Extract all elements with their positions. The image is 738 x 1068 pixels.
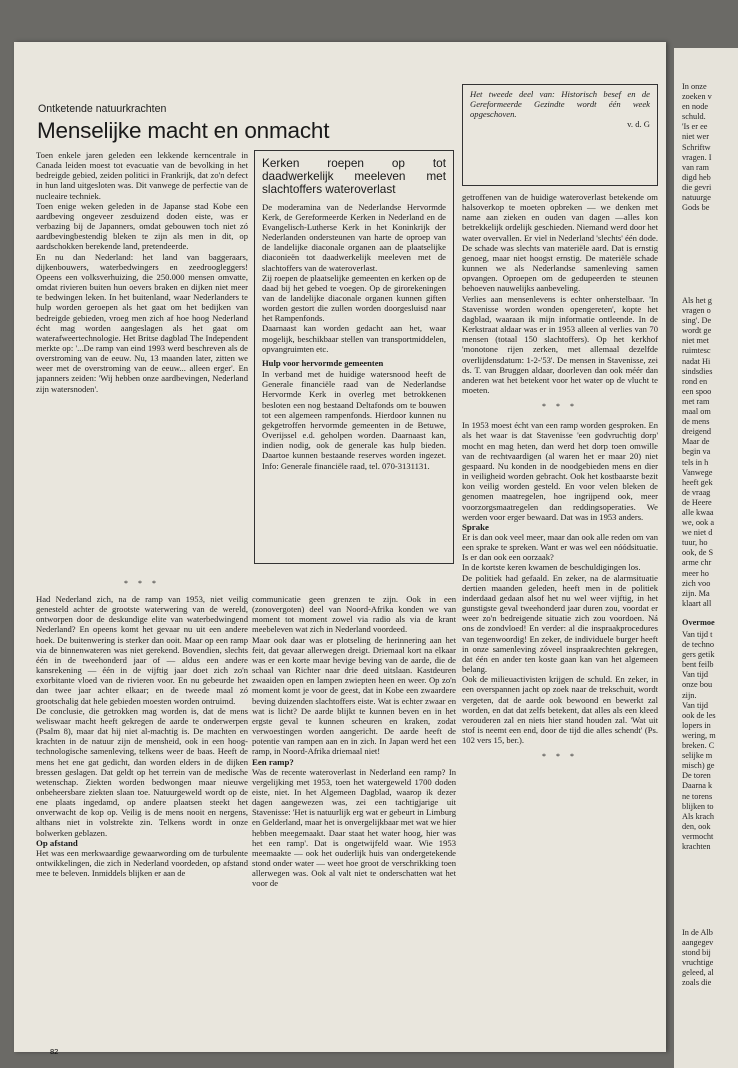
next-page-line: Van tijd <box>682 700 709 710</box>
next-page-line: de mens <box>682 417 710 427</box>
next-page-line: de vraag <box>682 487 711 497</box>
next-page-line: ne torens <box>682 791 713 801</box>
body-paragraph: De politiek had gefaald. En zeker, na de alarmsituatie dertien maanden geleden, heeft men in de politiek inderdaad gedaan alsof het nu wel weer vijftig, in het gunstigste geval tweehonderd jaar duren zou, voordat er weer zo'n bedreigende situatie zich zou voordoen. Ná ons de zondvloed! En verder: al die inspraakprocedures van tegenwoordig! En zeker, de individuele burger heeft in onze samenleving zóveel inspraakrechten gekregen, dat één en ander ten koste gaan kan van het algemeen belang. <box>462 572 658 675</box>
next-page-line: In de Alb <box>682 928 713 937</box>
next-page-line: klaart all <box>682 598 712 608</box>
next-page-line: Daarna k <box>682 781 713 791</box>
next-page-line: Gods be <box>682 203 710 213</box>
page-number: 82 <box>50 1047 59 1056</box>
body-paragraph: In de kortste keren kwamen de beschuldigingen los. <box>462 562 641 573</box>
next-page-line: en node <box>682 102 709 112</box>
next-page-line: de Heere <box>682 497 712 507</box>
next-page-block-c <box>682 630 716 852</box>
next-page-line: Van tijd t <box>682 630 713 639</box>
next-page-line: zich voo <box>682 578 711 588</box>
next-page-line: Schriftw <box>682 142 711 152</box>
next-page-line: vragen. I <box>682 152 712 162</box>
next-page-line: meer ho <box>682 568 709 578</box>
next-page-line: ook de les <box>682 710 716 720</box>
next-page-line: krachten <box>682 841 711 851</box>
next-page-line: onze bou <box>682 680 713 690</box>
box-title: Kerken roepen op tot daadwerkelijk meeleven met slachtoffers wateroverlast <box>262 156 446 197</box>
next-page-line: alle kwaa <box>682 507 714 517</box>
next-page-line: selijke m <box>682 751 713 761</box>
next-page-line: breken. C <box>682 741 715 751</box>
next-page-block-d <box>682 928 714 989</box>
next-page-line: digd heb <box>682 172 711 182</box>
next-page-line: wering, m <box>682 730 716 740</box>
next-page-line: rond en <box>682 376 708 386</box>
next-page-subheading: Overmoe <box>682 618 715 627</box>
next-page-line: misch) ge <box>682 761 715 771</box>
next-page-line: stond bij <box>682 948 711 958</box>
editor-note: Het tweede deel van: Historisch besef en de Gereformeerde Gezindte wordt één week opgeschoven. <box>470 89 650 120</box>
next-page-line: den, ook <box>682 821 711 831</box>
body-paragraph: getroffenen van de huidige wateroverlast betekende om halsoverkop te moeten opbreken — we denken met name aan zieken en ouden van dagen —alles kon betrekkelijk ordelijk geschieden. Niemand werd door het water overvallen. Er viel in Nederland 'slechts' één dode. De schade was slechts van materiële aard. Dat is ernstig genoeg, maar niet hoogst ernstig. De materiële schade kunnen we als Nederlandse samenleving samen opvangen. Oproepen om de gedupeerden te steunen behoeven nauwelijks aanbeveling. <box>462 192 658 294</box>
next-page-line: een spoo <box>682 386 712 396</box>
magazine-page <box>14 42 666 1056</box>
separator: * * * <box>542 402 578 412</box>
next-page-line: zoals die <box>682 978 712 988</box>
next-page-line: we niet d <box>682 528 713 538</box>
next-page-line: Als krach <box>682 811 715 821</box>
subheading-op-afstand: Op afstand <box>36 837 78 848</box>
body-paragraph: Ook de milieuactivisten krijgen de schuld. En zeker, in een overspannen jacht op zoek naar de trekschuit, wordt vergeten, dat de aarde ook bewoond en bewerkt zal worden, en dat dat zelfs betekent, dat alles als een kleed verouderen zal en niets hier stand houden zal. 'Wat uit stof is neemt een end, door de tijd die alles schendt' (Ps. 102 vers 15, ber.). <box>462 674 658 746</box>
next-page-line: niet met <box>682 336 709 346</box>
intro-paragraph: Toen enkele jaren geleden een lekkende kerncentrale in Canada leiden moest tot evacuatie van de bevolking in het bedreigde gebied, zeiden politici in Frankrijk, dat zo'n defect in hun land uitgesloten was. Dit vanwege de perfectie van de nucleaire techniek. <box>36 150 248 201</box>
next-page-line: Van tijd <box>682 670 709 680</box>
subheading-sprake: Sprake <box>462 521 489 532</box>
next-page-line: maal om <box>682 407 711 417</box>
next-page-line: vragen o <box>682 306 711 316</box>
next-page-line: vruchtige <box>682 958 714 968</box>
next-page-line: arme chr <box>682 558 712 568</box>
church-appeal-box <box>254 150 454 564</box>
section-label: Ontketende natuurkrachten <box>38 103 167 115</box>
body-paragraph: Had Nederland zich, na de ramp van 1953, niet veilig genesteld achter de grootste waterwering van de wereld, ontworpen door de deskundige elite van waterbedwingend Nederland? En opeens komt het gevaar nu uit een andere hoek. De buitenwering is sterker dan ooit. Maar op een ramp via de binnenwateren was niet gerekend. Bovendien, slechts één in de tweehonderd jaar of — aldus een andere kansrekening — één in de vijftig jaar doet zich zo'n exorbitante vloed van de rivieren voor. En nu gebeurde het dan twee jaar achter elkaar; en de tweede maal zó grootschalig dat hele gebieden moesten worden ontruimd. <box>36 594 248 706</box>
next-page-line: gers getik <box>682 650 715 660</box>
box-paragraph: De moderamina van de Nederlandse Hervormde Kerk, de Gereformeerde Kerken in Nederland en de Evangelisch-Lutherse Kerk in het Koninkrijk der Nederlanden ondersteunen van harte de oproep van de landelijke diaconale organen aan de plaatselijke diaconieën tot daadwerkelijk meeleven met de slachtoffers van de wateroverlast. <box>262 201 446 273</box>
next-page-line: lopers in <box>682 720 711 730</box>
next-page-line: tuur, ho <box>682 538 708 548</box>
bottom-left-column <box>36 594 248 1044</box>
next-page-line: niet wer <box>682 132 709 142</box>
next-page-line: aangegev <box>682 938 714 948</box>
box-paragraph: In verband met de huidige watersnood heeft de Generale financiële raad van de Nederlandse Hervormde Kerk in overleg met betrokkenen besloten een nog bestaand Deltafonds om te bouwen tot een algemeen rampenfonds. Hierdoor kunnen nu gekgetroffen hervormde gemeenten in de Betuwe, Overijssel e.d. geholpen worden. Daarnaast kan, indien nodig, ook de generale kas hulp bieden. Daartoe kunnen bestaande reserves worden ingezet. Info: Generale financiële raad, tel. 070-3131131. <box>262 369 446 471</box>
next-page-line: schuld. <box>682 112 706 122</box>
box-paragraph: Daarnaast kan worden gedacht aan het, waar mogelijk, beschikbaar stellen van transportmiddelen, opvangruimten etc. <box>262 323 446 354</box>
intro-paragraph: En nu dan Nederland: het land van baggeraars, dijkenbouwers, waterbedwingers en zeedroogleggers! Opeens een volksverhuizing, die 250.000 mensen omvatte, omdat rivieren buiten hun oevers braken en dijken niet meer te bedwingen leken. In het buitenland, waar Nederlanders te hulp worden geroepen als het gaat om het bedijken van bedreigde gebieden, vroeg men zich af hoe hoog Nederland écht mag worden aangeslagen als het gaat om waterafweertechnologie. Het Britse dagblad The Independent merkte op: '...De ramp van eind 1993 werd beschreven als de overstroming van de eeuw. Nu, 13 maanden later, zitten we weer met de overstroming van de eeuw... alleen erger'. En japanners zeiden: 'Wij hebben onze aardbevingen, Nederland zijn watersnoden'. <box>36 251 248 394</box>
next-page-line: met ram <box>682 396 710 406</box>
next-page-line: In onze <box>682 82 707 91</box>
next-page-line: wordt ge <box>682 326 712 336</box>
body-paragraph: Verlies aan mensenlevens is echter onherstelbaar. 'In Stavenisse worden wonden opengereten', kopte het dagblad, waaraan ik mijn informatie ontleende. In de Kerkstraat aldaar was er in 1953 alleen al verlies van 70 mensen (totaal 150 slachtoffers). Op het kerkhof 'monotone rijen zerken, met allemaal dezelfde overlijdensdatum: 1-2-'53'. De mensen in Stavenisse, zei ds. T. van Bruggen aldaar, doorleven dan ook méér dan anderen wat het betekent voor het water op de vlucht te moeten. <box>462 293 658 395</box>
next-page-line: vermocht <box>682 831 714 841</box>
separator: * * * <box>124 579 160 588</box>
next-page-edge <box>674 48 738 1068</box>
body-paragraph: communicatie geen grenzen te zijn. Ook in een (zonovergoten) deel van Noord-Afrika konden we van moment tot moment zowel via radio als via de krant meebeleven wat zich in Nederland voordeed. <box>252 594 456 635</box>
next-page-line: ook, de S <box>682 548 714 558</box>
middle-column <box>252 594 456 1044</box>
next-page-line: sing'. De <box>682 316 712 326</box>
next-page-line: dreigend <box>682 427 712 437</box>
next-page-line: blijken to <box>682 801 714 811</box>
next-page-block-b <box>682 296 714 609</box>
intro-column <box>36 150 248 568</box>
next-page-line: 'Is er ee <box>682 122 708 132</box>
next-page-line: zoeken v <box>682 92 712 102</box>
body-paragraph: Was de recente wateroverlast in Nederland een ramp? In vergelijking met 1953, toen het watergeweld 1700 doden eiste, niet. In het Algemeen Dagblad, waarop ik dezer dagen aangewezen was, zei een tachtigjarige uit Stavenisse: 'Het is natuurlijk erg wat er gebeurt in Limburg en Gelderland, maar het is onvergelijkbaar met wat we hier hebben meegemaakt. Daar staat het water hoog, hier was het een ramp'. Dat is ongetwijfeld waar. Wie 1953 meemaakte — ook het ouderlijk huis van ondergetekende stond onder water — weet hoe groot de verschrikking toen allerwegen was. Ook al valt niet te onderschatten wat het voor de <box>252 766 456 889</box>
next-page-line: ruimtesc <box>682 346 711 356</box>
intro-paragraph: Toen enige weken geleden in de Japanse stad Kobe een aardbeving ongeveer zesduizend doden eiste, was er verbazing bij de Japanners, omdat gebouwen toch niet zó aardbevingbestendig bleken te zijn als men in dit, op aardschokken berekende land, pretendeerde. <box>36 200 248 252</box>
editor-note-box <box>462 84 658 186</box>
subheading-een-ramp: Een ramp? <box>252 756 294 767</box>
box-subheading: Hulp voor hervormde gemeenten <box>262 357 384 368</box>
box-paragraph: Zij roepen de plaatselijke gemeenten en kerken op de daad bij het gebed te voegen. Op de girorekeningen van de landelijke diaconale organen kunnen giften worden gestort die zullen worden doorgesluisd naar het Rampenfonds. <box>262 272 446 324</box>
next-page-line: heeft gek <box>682 477 713 487</box>
body-paragraph: Het was een merkwaardige gewaarwording om de turbulente ontwikkelingen, die zich in Nederland voordeden, op afstand mee te beleven. Inmiddels blijken er aan de <box>36 847 248 879</box>
next-page-line: de techno <box>682 640 715 650</box>
next-page-line: begin va <box>682 447 711 457</box>
next-page-line: die gevri <box>682 182 712 192</box>
right-column <box>462 192 658 1044</box>
next-page-line: Maar de <box>682 437 710 447</box>
next-page-line: bent feilb <box>682 660 714 670</box>
next-page-line: zijn. Ma <box>682 588 710 598</box>
next-page-line: we, ook a <box>682 518 715 528</box>
body-paragraph: Er is dan ook veel meer, maar dan ook alle reden om van een sprake te spreken. Want er was wel een nóódsituatie. Is er dan ook een oorzaak? <box>462 532 658 563</box>
next-page-line: van ram <box>682 162 709 172</box>
next-page-line: De toren <box>682 771 711 781</box>
body-paragraph: In 1953 moest écht van een ramp worden gesproken. En als het waar is dat Stavenisse 'een godvruchtig dorp' mocht en mag heten, dan werd het dorp toen omwille van de rechtvaardigen (al waren het er maar 20) niet gespaard. Nu konden in de noodgebieden mens en dier in veiligheid worden gebracht. Ook het kostbaarste bezit kon veilig worden gesteld. En voor velen bleken de genomen maatregelen, hoe ingrijpend ook, meer voorzorgsmaatregelen dan reddingsoperaties. We werden voor erger bewaard. Dat was in 1953 anders. <box>462 420 658 522</box>
next-page-line: sindsdies <box>682 366 713 376</box>
next-page-line: zijn. <box>682 690 697 700</box>
next-page-line: Vanwege <box>682 467 713 477</box>
next-page-line: nadat Hi <box>682 356 711 366</box>
next-page-line: tels in h <box>682 457 709 467</box>
next-page-line: natuurge <box>682 193 711 203</box>
separator: * * * <box>542 752 578 762</box>
next-page-block-a <box>682 82 712 213</box>
next-page-line: geleed, al <box>682 968 714 978</box>
body-paragraph: De conclusie, die getrokken mag worden is, dat de mens weliswaar macht heeft gekregen de aarde te onderwerpen (Psalm 8), maar dat hij niet al-machtig is. De machten en krachten in de natuur zijn de mensheid, ook in een hoog-technologische samenleving, telkens weer de baas. Heeft de mens het ene gat gedicht, dan worden elders in de dijken bressen geslagen. Dat geldt op het terrein van de medische wetenschap. Ziekten worden bedwongen maar nieuwe onbeheersbare ziekten slaan toe. Natuurgeweld wordt op de ene plaats ingedamd, op andere plaatsen steekt het onverwacht de kop op. Veilig is de mens nooit en nergens, althans niet in volstrekte zin. Telkens wordt in onze bolwerken geblazen. <box>36 705 248 838</box>
signature: v. d. G <box>627 119 650 130</box>
body-paragraph: Maar ook daar was er plotseling de herinnering aan het feit, dat gevaar allerwegen dreigt. Driemaal kort na elkaar was er een korte maar hevige beving van de aarde, die de schaal van Richter naar drie deed uitslaan. Kastdeuren zwaaiden open en lampen zwiepten heen en weer. Op zo'n moment komt je voor de geest, dat in Kobe een zwaardere beving duizenden slachtoffers eiste. Wat is echter zwaar en wat is licht? De aarde blijkt te kunnen beven en in het ergste geval te kunnen scheuren en kraken, zodat verwoestingen worden aangericht. De aarde heeft de potentie van rampen aan en in zich. In Japan werd het een ramp, in Noord-Afrika driemaal niet! <box>252 634 456 757</box>
headline: Menselijke macht en onmacht <box>37 118 330 143</box>
next-page-line: Als het g <box>682 296 712 305</box>
